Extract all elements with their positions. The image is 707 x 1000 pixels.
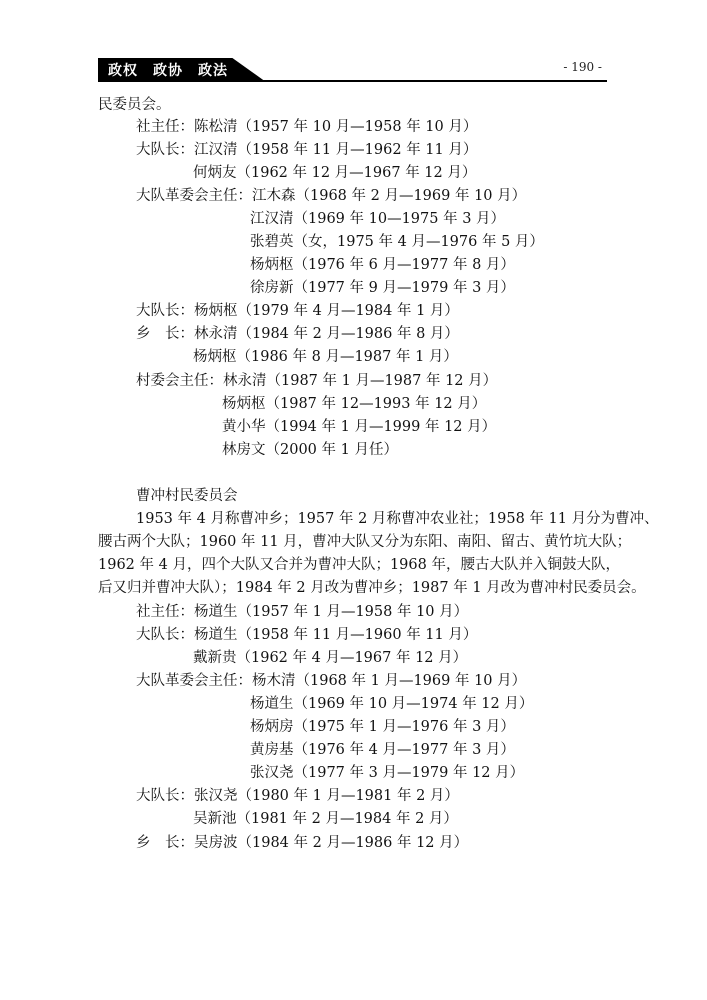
text-line: 社主任：陈松清（1957 年 10 月—1958 年 10 月） [136,119,478,135]
text-line: 杨炳房（1975 年 1 月—1976 年 3 月） [250,719,515,735]
text-line: 张碧英（女，1975 年 4 月—1976 年 5 月） [250,234,544,250]
text-line: 大队革委会主任：江木森（1968 年 2 月—1969 年 10 月） [136,188,527,204]
text-line: 吴新池（1981 年 2 月—1984 年 2 月） [193,811,458,827]
page-header [0,58,707,82]
header-rule [98,80,607,82]
text-line: 杨炳枢（1986 年 8 月—1987 年 1 月） [193,349,458,365]
text-line: 黄房基（1976 年 4 月—1977 年 3 月） [250,742,515,758]
text-line: 社主任：杨道生（1957 年 1 月—1958 年 10 月） [136,604,469,620]
text-line: 民委员会。 [98,97,171,113]
text-line: 大队长：江汉清（1958 年 11 月—1962 年 11 月） [136,142,478,158]
text-line: 杨道生（1969 年 10 月—1974 年 12 月） [250,696,534,712]
section-title: 曹冲村民委员会 [136,488,238,504]
header-title: 政权 政协 政法 [108,63,228,79]
paragraph-line: 后又归并曹冲大队）；1984 年 2 月改为曹冲乡；1987 年 1 月改为曹冲村民委员会。 [98,580,646,596]
text-line: 大队长：张汉尧（1980 年 1 月—1981 年 2 月） [136,788,459,804]
text-line: 乡 长：林永清（1984 年 2 月—1986 年 8 月） [136,326,459,342]
page-number: - 190 - [563,60,602,74]
text-line: 戴新贵（1962 年 4 月—1967 年 12 月） [193,650,468,666]
text-line: 徐房新（1977 年 9 月—1979 年 3 月） [250,280,515,296]
text-line: 杨炳枢（1987 年 12—1993 年 12 月） [222,396,487,412]
paragraph-line: 1962 年 4 月，四个大队又合并为曹冲大队；1968 年，腰古大队并入铜鼓大队， [98,557,620,573]
text-line: 大队长：杨道生（1958 年 11 月—1960 年 11 月） [136,627,478,643]
text-line: 黄小华（1994 年 1 月—1999 年 12 月） [222,419,497,435]
text-line: 张汉尧（1977 年 3 月—1979 年 12 月） [250,765,525,781]
text-line: 林房文（2000 年 1 月任） [222,442,398,458]
text-line: 大队革委会主任：杨木清（1968 年 1 月—1969 年 10 月） [136,673,527,689]
text-line: 村委会主任：林永清（1987 年 1 月—1987 年 12 月） [136,373,498,389]
paragraph-line: 腰古两个大队；1960 年 11 月，曹冲大队又分为东阳、南阳、留古、黄竹坑大队； [98,534,632,550]
text-line: 杨炳枢（1976 年 6 月—1977 年 8 月） [250,257,515,273]
text-line: 乡 长：吴房波（1984 年 2 月—1986 年 12 月） [136,835,469,851]
text-line: 何炳友（1962 年 12 月—1967 年 12 月） [193,165,477,181]
paragraph-line: 1953 年 4 月称曹冲乡；1957 年 2 月称曹冲农业社；1958 年 11 月分为曹冲、 [136,511,659,527]
text-line: 大队长：杨炳枢（1979 年 4 月—1984 年 1 月） [136,303,459,319]
text-line: 江汉清（1969 年 10—1975 年 3 月） [250,211,506,227]
